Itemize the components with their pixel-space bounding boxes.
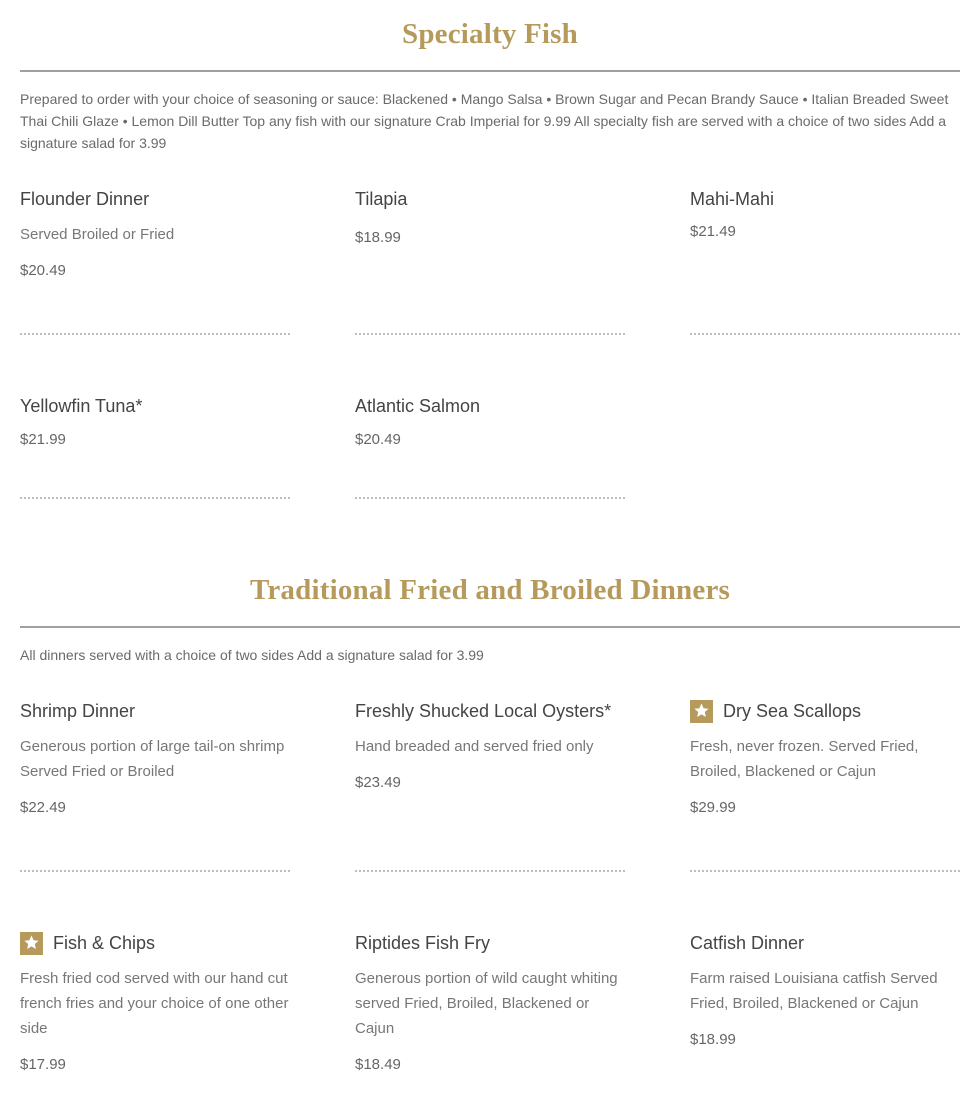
item-description: Fresh fried cod served with our hand cut french fries and your choice of one other side (20, 970, 289, 1037)
item-price: $20.49 (20, 262, 66, 279)
item-name: Mahi-Mahi (690, 189, 775, 209)
section-intro: Prepared to order with your choice of seasoning or sauce: Blackened • Mango Salsa • Brown Sugar and Pecan Brandy Sauce • Italian Breaded Sweet Thai Chili Glaze • Lemon Dill Butter Top any fish with our signature Crab Imperial for 9.99 All specialty fish are served with a choice of two sides Add a signature salad for 3.99 (20, 91, 949, 151)
item-price: $29.99 (690, 799, 736, 816)
item-description: Hand breaded and served fried only (355, 738, 594, 755)
item-name: Tilapia (355, 189, 408, 209)
item-name: Yellowfin Tuna* (20, 396, 143, 416)
item-price: $20.49 (355, 431, 401, 448)
menu-item (355, 394, 625, 450)
section-title: Traditional Fried and Broiled Dinners (249, 574, 731, 606)
item-name: Fish & Chips (53, 933, 156, 953)
item-description: Served Broiled or Fried (20, 226, 175, 243)
item-price: $18.49 (355, 1056, 401, 1073)
item-name: Dry Sea Scallops (723, 701, 862, 721)
star-badge-icon (690, 700, 713, 723)
section-intro: All dinners served with a choice of two sides Add a signature salad for 3.99 (20, 647, 484, 663)
item-description: Generous portion of large tail-on shrimp Served Fried or Broiled (20, 738, 285, 780)
section-title: Specialty Fish (401, 18, 578, 50)
menu-item (20, 394, 290, 450)
item-price: $23.49 (355, 774, 401, 791)
menu-item (690, 931, 960, 1050)
item-name: Flounder Dinner (20, 189, 150, 209)
item-separator (690, 870, 960, 872)
item-price: $17.99 (20, 1056, 66, 1073)
menu-item (355, 187, 625, 248)
item-price: $18.99 (355, 229, 401, 246)
item-separator (20, 497, 290, 499)
menu-item (20, 699, 290, 818)
item-price: $21.99 (20, 431, 66, 448)
item-separator (20, 333, 290, 335)
menu-item (20, 187, 290, 281)
menu-item (355, 699, 625, 793)
item-separator (690, 333, 960, 335)
section-divider (20, 626, 960, 628)
item-price: $18.99 (690, 1031, 736, 1048)
star-badge-icon (20, 932, 43, 955)
item-name: Freshly Shucked Local Oysters* (355, 701, 612, 721)
item-price: $22.49 (20, 799, 66, 816)
item-separator (20, 870, 290, 872)
item-price: $21.49 (690, 223, 736, 240)
item-separator (355, 870, 625, 872)
menu-item (20, 931, 290, 1075)
item-name: Catfish Dinner (690, 933, 805, 953)
item-name: Riptides Fish Fry (355, 933, 491, 953)
item-separator (355, 333, 625, 335)
menu-item (355, 931, 625, 1075)
item-description: Fresh, never frozen. Served Fried, Broiled, Blackened or Cajun (690, 738, 919, 780)
item-name: Atlantic Salmon (355, 396, 481, 416)
item-description: Farm raised Louisiana catfish Served Fried, Broiled, Blackened or Cajun (690, 970, 938, 1012)
item-name: Shrimp Dinner (20, 701, 136, 721)
section-divider (20, 70, 960, 72)
menu-item (690, 699, 960, 818)
menu-item (690, 187, 960, 242)
traditional-dinners-section (20, 556, 960, 1113)
specialty-fish-section (20, 0, 960, 520)
item-description: Generous portion of wild caught whiting served Fried, Broiled, Blackened or Cajun (355, 970, 618, 1037)
item-separator (355, 497, 625, 499)
